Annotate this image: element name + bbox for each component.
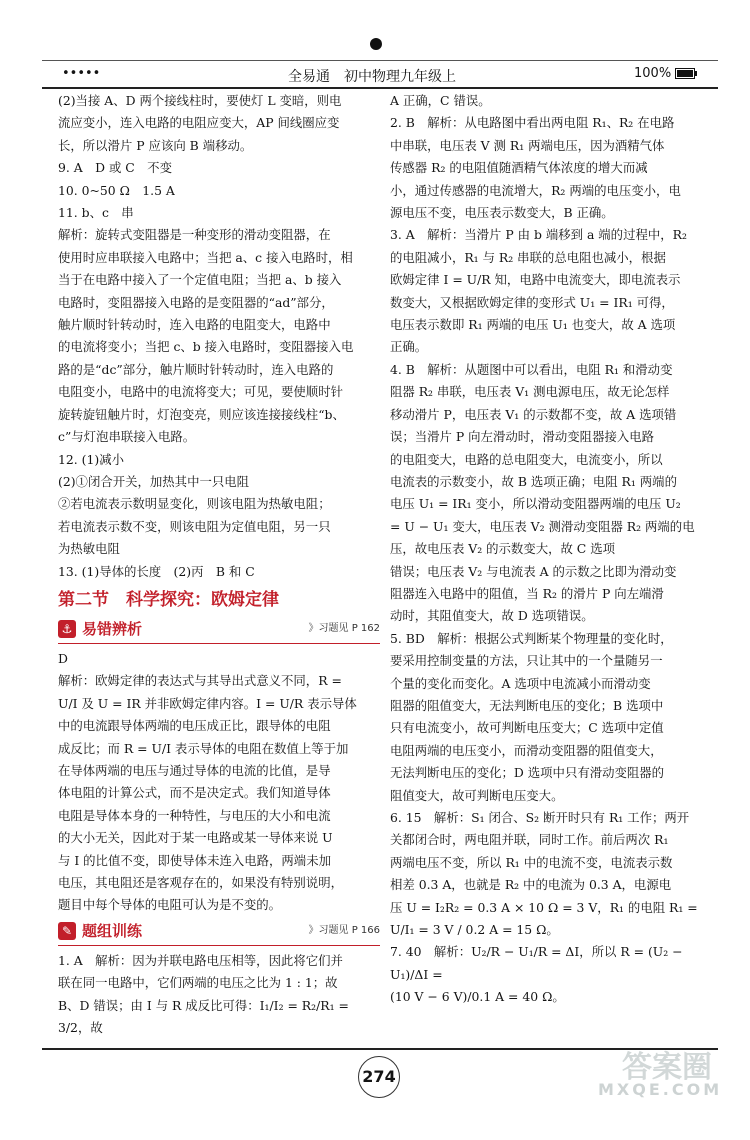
- text-line: 在导体两端的电压与通过导体的电流的比值，是导: [58, 762, 331, 778]
- text-line: 7. 40 解析：U₂/R − U₁/R = ΔI，所以 R = (U₂ − U₁)/ΔI =: [390, 944, 683, 982]
- text-line: 压，故电压表 V₂ 的示数变大，故 C 选项: [390, 541, 616, 557]
- text-line: 传感器 R₂ 的电阻值随酒精气体浓度的增大而减: [390, 160, 648, 176]
- right-column: [390, 90, 708, 1009]
- left-column: [58, 90, 380, 1039]
- text-line: 电阻是导体本身的一种特性，与电压的大小和电流: [58, 807, 331, 823]
- text-line: 中的电流跟导体两端的电压成正比，跟导体的电阻: [58, 718, 331, 734]
- text-line: 电压表示数即 R₁ 两端的电压 U₁ 也变大，故 A 选项: [390, 317, 676, 333]
- text-line: 路的是“dc”部分，触片顺时针转动时，连入电路的: [58, 361, 334, 377]
- text-line: 使用时应串联接入电路中；当把 a、c 接入电路时，相: [58, 249, 353, 265]
- text-line: 错误；电压表 V₂ 与电流表 A 的示数之比即为滑动变: [390, 563, 677, 579]
- text-line: 小，通过传感器的电流增大，R₂ 两端的电压变小，电: [390, 182, 681, 198]
- pencil-icon: ✎: [58, 922, 76, 940]
- text-line: 相差 0.3 A，也就是 R₂ 中的电流为 0.3 A，电源电: [390, 877, 672, 893]
- text-line: 流应变小，连入电路的电阻应变大，AP 间线圈应变: [58, 115, 340, 131]
- text-line: 解析：欧姆定律的表达式与其导出式意义不同，R =: [58, 673, 342, 689]
- anchor-icon: ⚓: [58, 620, 76, 638]
- page-divider: [42, 1048, 718, 1050]
- text-line: 只有电流变小，故可判断电压变大；C 选项中定值: [390, 720, 664, 736]
- text-line: (2)①闭合开关，加热其中一只电阻: [58, 473, 250, 489]
- text-line: 成反比；而 R = U/I 表示导体的电阻在数值上等于加: [58, 740, 349, 756]
- text-line: 中串联，电压表 V 测 R₁ 两端电压，因为酒精气体: [390, 137, 665, 153]
- text-line: 动时，其阻值变大，故 D 选项错误。: [390, 608, 594, 624]
- text-line: 旋转旋钮触片时，灯泡变亮，则应该连接接线柱“b、: [58, 406, 345, 422]
- exercise-reference: 》习题见 P 166: [308, 924, 380, 936]
- text-line: 个量的变化而变化。A 选项中电流减小而滑动变: [390, 675, 651, 691]
- text-line: 两端电压不变，所以 R₁ 中的电流不变，电流表示数: [390, 854, 673, 870]
- text-line: 11. b、c 串: [58, 205, 134, 221]
- text-line: 的大小无关，因此对于某一电路或某一导体来说 U: [58, 830, 333, 846]
- watermark-logo: 答案圈: [622, 1050, 712, 1085]
- battery-percent: 100%: [634, 66, 672, 81]
- text-line: 欧姆定律 I = U/R 知，电路中电流变大，即电流表示: [390, 272, 681, 288]
- text-line: D: [58, 650, 68, 666]
- text-line: 电路时，变阻器接入电路的是变阻器的“ad”部分，: [58, 294, 334, 310]
- text-line: 3. A 解析：当滑片 P 由 b 端移到 a 端的过程中，R₂: [390, 227, 687, 243]
- text-line: 的电阻变大，电路的总电阻变大，电流变小，所以: [390, 451, 663, 467]
- text-line: 的电阻减小，R₁ 与 R₂ 串联的总电阻也减小，根据: [390, 249, 666, 265]
- text-line: 电阻变小，电路中的电流将变大；可见，要使顺时针: [58, 384, 343, 400]
- text-line: 解析：旋转式变阻器是一种变形的滑动变阻器，在: [58, 227, 331, 243]
- text-line: 关都闭合时，两电阻并联，同时工作。前后两次 R₁: [390, 832, 669, 848]
- text-line: 电阻两端的电压变小，而滑动变阻器的阻值变大，: [390, 742, 663, 758]
- text-line: 题目中每个导体的电阻可认为是不变的。: [58, 897, 282, 913]
- text-line: 源电压不变，电压表示数变大，B 正确。: [390, 205, 614, 221]
- text-line: 为热敏电阻: [58, 541, 120, 557]
- text-line: U/I 及 U = IR 并非欧姆定律内容。I = U/R 表示导体: [58, 695, 357, 711]
- text-line: 无法判断电压的变化；D 选项中只有滑动变阻器的: [390, 765, 665, 781]
- text-line: 9. A D 或 C 不变: [58, 160, 172, 176]
- text-line: 2. B 解析：从电路图中看出两电阻 R₁、R₂ 在电路: [390, 115, 675, 131]
- text-line: 若电流表示数不变，则该电阻为定值电阻，另一只: [58, 518, 331, 534]
- text-line: 正确。: [390, 339, 428, 355]
- text-line: 电压，其电阻还是客观存在的，如果没有特别说明，: [58, 875, 343, 890]
- text-line: U/I₁ = 3 V / 0.2 A = 15 Ω。: [390, 922, 559, 938]
- text-line: 电压 U₁ = IR₁ 变小，所以滑动变阻器两端的电压 U₂: [390, 496, 681, 512]
- text-line: 阻器 R₂ 串联，电压表 V₁ 测电源电压，故无论怎样: [390, 384, 670, 400]
- exercise-reference: 》习题见 P 162: [308, 622, 380, 634]
- text-line: = U − U₁ 变大，电压表 V₂ 测滑动变阻器 R₂ 两端的电: [390, 518, 695, 534]
- text-line: 4. B 解析：从题图中可以看出，电阻 R₁ 和滑动变: [390, 361, 673, 377]
- text-line: 体电阻的计算公式，而不是决定式。我们知道导体: [58, 785, 331, 801]
- text-line: 5. BD 解析：根据公式判断某个物理量的变化时，: [390, 630, 673, 646]
- watermark: MXQE.COM: [598, 1080, 723, 1099]
- camera-dot: [370, 38, 382, 50]
- signal-indicator: •••••: [62, 66, 101, 81]
- text-line: 12. (1)减小: [58, 451, 124, 467]
- text-line: 与 I 的比值不变，即使导体未连入电路，两端未加: [58, 852, 331, 868]
- text-line: 1. A 解析：因为并联电路电压相等，因此将它们并: [58, 952, 343, 968]
- battery-icon: [675, 68, 695, 79]
- text-line: 移动滑片 P，电压表 V₁ 的示数都不变，故 A 选项错: [390, 406, 677, 422]
- text-line: 的电流将变小；当把 c、b 接入电路时，变阻器接入电: [58, 339, 354, 355]
- book-title: 全易通 初中物理九年级上: [288, 69, 456, 85]
- page-number: 274: [358, 1056, 400, 1098]
- text-line: c”与灯泡串联接入电路。: [58, 429, 196, 445]
- subsection-title: 易错辨析: [82, 619, 143, 638]
- text-line: 6. 15 解析：S₁ 闭合、S₂ 断开时只有 R₁ 工作；两开: [390, 810, 690, 825]
- text-line: 阻器连入电路中的阻值，当 R₂ 的滑片 P 向左端滑: [390, 585, 664, 601]
- text-line: 误；当滑片 P 向左滑动时，滑动变阻器接入电路: [390, 429, 655, 445]
- text-line: 联在同一电路中，它们两端的电压之比为 1 : 1；故: [58, 975, 338, 991]
- text-line: A 正确，C 错误。: [390, 93, 491, 108]
- text-line: 13. (1)导体的长度 (2)丙 B 和 C: [58, 563, 255, 579]
- text-line: (10 V − 6 V)/0.1 A = 40 Ω。: [390, 989, 565, 1005]
- text-line: 阻值变大，故可判断电压变大。: [390, 787, 564, 803]
- text-line: 要采用控制变量的方法，只让其中的一个量随另一: [390, 653, 663, 669]
- text-line: 压 U = I₂R₂ = 0.3 A × 10 Ω = 3 V，R₁ 的电阻 R₁ =: [390, 899, 698, 915]
- subsection-header-practice: [58, 917, 380, 946]
- text-line: 电流表的示数变小，故 B 选项正确；电阻 R₁ 两端的: [390, 473, 677, 489]
- section-title: 第二节 科学探究：欧姆定律: [58, 589, 279, 610]
- text-line: 阻器的阻值变大，无法判断电压的变化；B 选项中: [390, 697, 664, 713]
- text-line: 10. 0~50 Ω 1.5 A: [58, 182, 175, 198]
- text-line: ②若电流表示数明显变化，则该电阻为热敏电阻；: [58, 496, 331, 512]
- text-line: 数变大，又根据欧姆定律的变形式 U₁ = IR₁ 可得，: [390, 294, 674, 310]
- text-line: (2)当接 A、D 两个接线柱时，要使灯 L 变暗，则电: [58, 93, 342, 108]
- text-line: 触片顺时针转动时，连入电路的电阻变大，电路中: [58, 317, 331, 333]
- subsection-header-errors: [58, 615, 380, 644]
- text-line: 当于在电路中接入了一个定值电阻；当把 a、b 接入: [58, 272, 342, 288]
- text-line: B、D 错误；由 I 与 R 成反比可得：I₁/I₂ = R₂/R₁ = 3/2，故: [58, 997, 349, 1036]
- text-line: 长，所以滑片 P 应该向 B 端移动。: [58, 137, 253, 153]
- subsection-title: 题组训练: [82, 921, 143, 940]
